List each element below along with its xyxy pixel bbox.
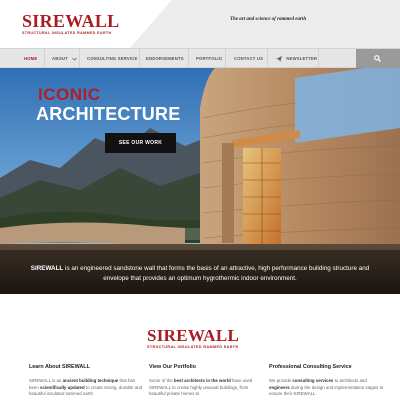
info-column-title[interactable]: Professional Consulting Service (269, 364, 352, 370)
section-logo-subtitle: STRUCTURAL INSULATED RAMMED EARTH (147, 345, 239, 349)
nav-item-contact[interactable]: CONTACT US (234, 56, 264, 61)
text-segment: during the design and implementation stages to ensure their SIREWALL (269, 384, 384, 396)
see-our-work-button[interactable]: SEE OUR WORK (105, 133, 176, 153)
main-nav (0, 48, 400, 68)
logo-subtitle: STRUCTURAL INSULATED RAMMED EARTH (22, 31, 112, 35)
info-column-text (29, 378, 144, 398)
nav-divider (79, 49, 80, 68)
search-icon (374, 55, 381, 62)
nav-item-home[interactable]: HOME (24, 56, 38, 61)
nav-divider (267, 49, 268, 68)
hero-caption (0, 250, 400, 294)
chevron-down-icon (72, 57, 77, 61)
site-header (0, 0, 400, 48)
info-column-title[interactable]: Learn About SIREWALL (29, 364, 90, 370)
hero-caption-text: is an engineered sandstone wall that forms the basis of an attractive, high performance building structure and envelope that provides an optimum hygrothermic indoor environment. (63, 265, 370, 282)
text-segment: to architects and (333, 378, 367, 383)
nav-divider (318, 49, 319, 68)
nav-divider (44, 49, 45, 68)
info-column-title[interactable]: View Our Portfolio (149, 364, 196, 370)
text-emphasis: ancient building technique (62, 378, 119, 383)
info-column-portfolio (149, 364, 264, 398)
text-segment: Some of the (149, 378, 174, 383)
section-logo-wordmark: SIREWALL (147, 326, 240, 345)
logo-wordmark: SIREWALL (22, 11, 120, 31)
site-logo[interactable] (22, 12, 119, 35)
nav-item-newsletter[interactable] (276, 49, 317, 68)
info-column-text (269, 378, 384, 398)
text-segment: We provide (269, 378, 293, 383)
text-emphasis: best architects in the world (173, 378, 231, 383)
nav-item-newsletter-label: NEWSLETTER (286, 56, 318, 61)
nav-item-portfolio[interactable]: PORTFOLIO (196, 56, 223, 61)
nav-item-consulting[interactable]: CONSULTING SERVICE (87, 56, 138, 61)
paper-plane-icon (276, 56, 282, 62)
nav-item-endorsements[interactable]: ENDORSEMENTS (146, 56, 184, 61)
nav-divider (139, 49, 140, 68)
info-column-text (149, 378, 264, 398)
info-column-consulting (269, 364, 384, 398)
search-button[interactable] (356, 49, 400, 68)
hero-caption-brand: SIREWALL (30, 265, 64, 272)
text-emphasis: scientifically updated (40, 384, 85, 390)
text-emphasis: consulting services (292, 378, 334, 383)
nav-item-about[interactable] (52, 49, 77, 68)
section-logo (147, 327, 239, 349)
nav-item-about-label: ABOUT (52, 56, 68, 61)
text-segment: SIREWALL is an (29, 378, 63, 383)
text-emphasis: engineers (269, 384, 290, 390)
info-column-learn (29, 364, 144, 398)
text-segment: have used SIREWALL to create highly unusual buildings, from beautiful private homes to (149, 378, 253, 396)
nav-divider (225, 49, 226, 68)
text-segment: that has been (29, 378, 136, 390)
nav-divider (188, 49, 189, 68)
text-segment: to create strong, durable and beautiful insulated rammed earth (29, 384, 143, 396)
header-tagline-panel (130, 0, 400, 48)
site-tagline: The art and science of rammed earth (230, 17, 307, 22)
hero-title-architecture: ARCHITECTURE (36, 104, 181, 124)
hero-title-iconic: ICONIC (38, 85, 101, 104)
